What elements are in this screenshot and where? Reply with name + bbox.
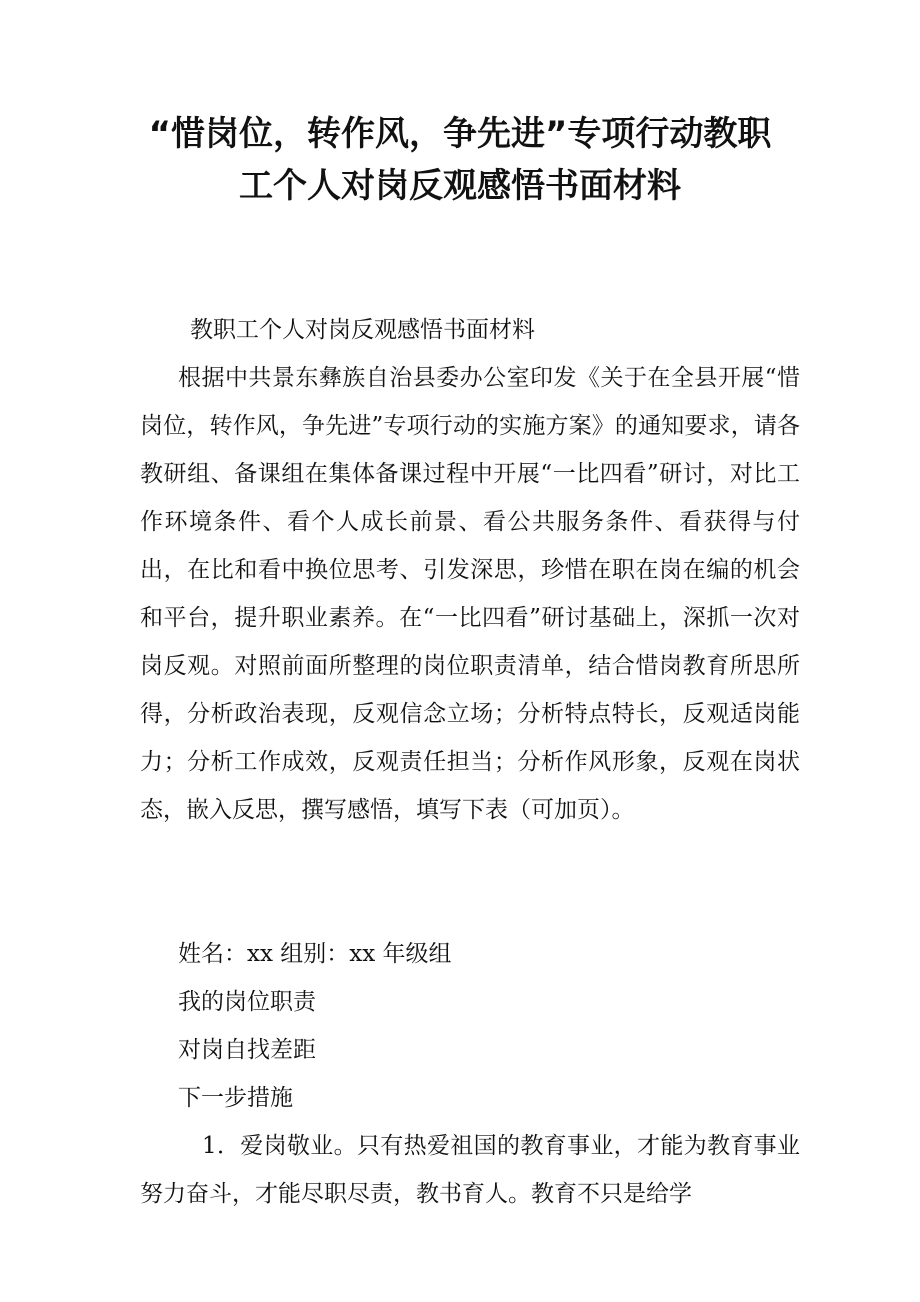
- name-group-line: 姓名：xx 组别：xx 年级组: [178, 941, 452, 967]
- section-heading-gap: 对岗自找差距: [178, 1037, 316, 1063]
- document-title: [120, 108, 800, 212]
- section-heading-next-steps: 下一步措施: [178, 1085, 293, 1111]
- section-heading-duty: 我的岗位职责: [178, 989, 316, 1015]
- document-title-line-1: “惜岗位，转作风，争先进”专项行动教职: [148, 114, 772, 154]
- document-body: [140, 306, 800, 1218]
- document-title-line-2: 工个人对岗反观感悟书面材料: [239, 166, 681, 206]
- document-subtitle: 教职工个人对岗反观感悟书面材料: [190, 317, 535, 343]
- intro-paragraph: 根据中共景东彝族自治县委办公室印发《关于在全县开展“惜岗位，转作风，争先进”专项行动的实施方案》的通知要求，请各教研组、备课组在集体备课过程中开展“一比四看”研讨，对比工作环境条件、看个人成长前景、看公共服务条件、看获得与付出，在比和看中换位思考、引发深思，珍惜在职在岗在编的机会和平台，提升职业素养。在“一比四看”研讨基础上，深抓一次对岗反观。对照前面所整理的岗位职责清单，结合惜岗教育所思所得，分析政治表现，反观信念立场；分析特点特长，反观适岗能力；分析工作成效，反观责任担当；分析作风形象，反观在岗状态，嵌入反思，撰写感悟，填写下表（可加页）。: [140, 365, 800, 823]
- measure-item-1: 1．爱岗敬业。只有热爱祖国的教育事业，才能为教育事业努力奋斗，才能尽职尽责，教书育人。教育不只是给学: [140, 1133, 800, 1207]
